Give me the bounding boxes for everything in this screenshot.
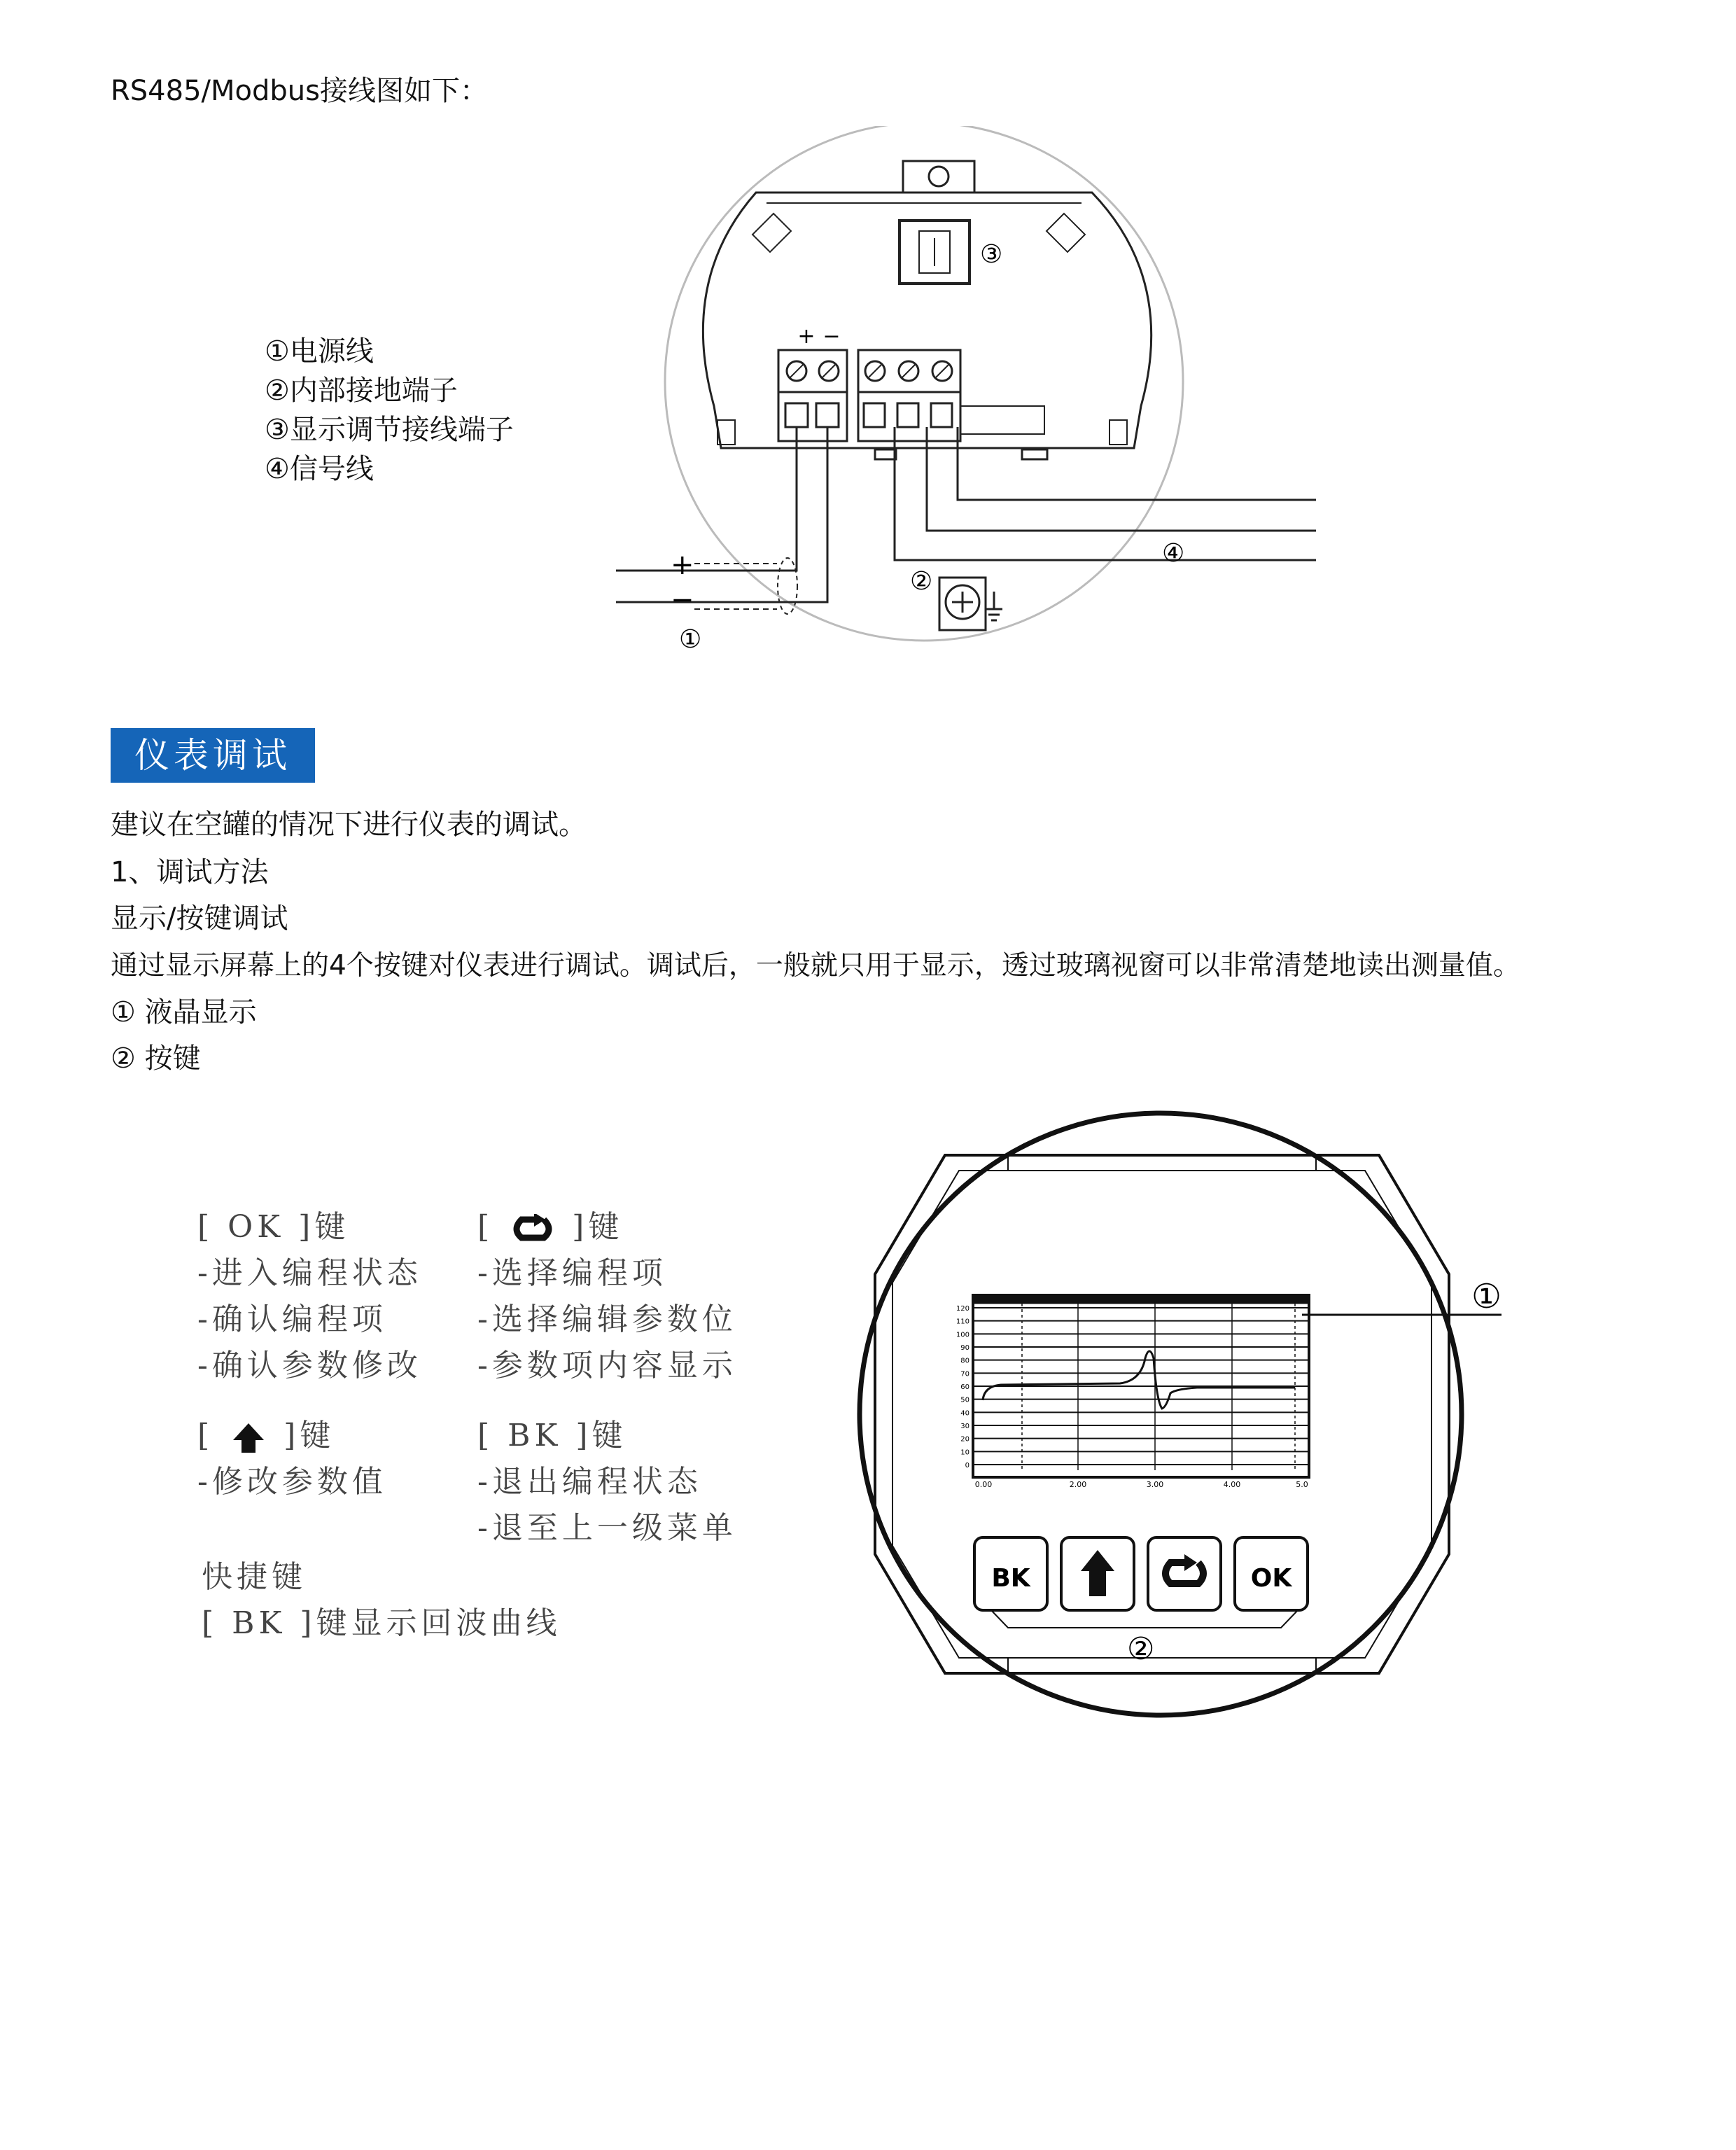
callout-1: ① [1471, 1277, 1502, 1316]
legend-item: ①电源线 [265, 335, 374, 368]
bracket-close: ]键 [284, 1418, 335, 1453]
callout-2: ② [910, 567, 933, 596]
key-line: -退出编程状态 [477, 1464, 702, 1500]
bk-key-description [477, 1413, 737, 1551]
callout-4: ④ [1162, 539, 1185, 568]
key-line: -修改参数值 [197, 1464, 387, 1500]
legend-item: ③显示调节接线端子 [265, 414, 514, 446]
callout-1: ① [679, 625, 702, 654]
ok-button[interactable]: OK [1250, 1564, 1292, 1593]
up-key-description [197, 1413, 387, 1505]
screen-y-tick: 20 [960, 1435, 969, 1444]
ok-key-title: [ OK ]键 [197, 1209, 350, 1245]
legend-item: ④信号线 [265, 453, 374, 485]
screen-x-tick: 5.0 [1296, 1480, 1308, 1489]
key-line: -选择编程项 [477, 1255, 667, 1291]
screen-x-tick: 3.00 [1146, 1480, 1164, 1489]
screen-y-tick: 0 [965, 1462, 969, 1470]
device-panel-diagram [833, 1106, 1519, 1722]
bracket-open: [ [477, 1209, 494, 1245]
screen-y-tick: 100 [955, 1331, 969, 1339]
terminal-minus-label: − [822, 324, 841, 349]
section-title: 仪表调试 [111, 728, 315, 783]
paragraph: ① 液晶显示 [111, 996, 257, 1028]
paragraph: 建议在空罐的情况下进行仪表的调试。 [111, 809, 587, 841]
wiring-legend [265, 332, 514, 489]
up-arrow-icon [227, 1422, 270, 1454]
loop-key-description [477, 1204, 737, 1389]
screen-x-tick: 0.00 [974, 1480, 993, 1489]
page-heading: RS485/Modbus接线图如下： [111, 75, 488, 107]
wire-minus-label: − [671, 584, 694, 616]
loop-key-title [477, 1204, 737, 1250]
bracket-open: [ [197, 1418, 214, 1453]
paragraph: ② 按键 [111, 1042, 201, 1075]
callout-2: ② [1127, 1631, 1155, 1667]
key-line: -退至上一级菜单 [477, 1510, 737, 1546]
key-line: -参数项内容显示 [477, 1348, 737, 1383]
screen-y-tick: 60 [960, 1383, 969, 1391]
key-line: -选择编辑参数位 [477, 1301, 737, 1337]
paragraph: 显示/按键调试 [111, 902, 288, 935]
screen-y-tick: 10 [960, 1449, 969, 1457]
terminal-plus-label: + [797, 324, 816, 349]
shortcut-description [202, 1554, 561, 1647]
screen-y-tick: 50 [960, 1396, 969, 1404]
key-line: -进入编程状态 [197, 1255, 422, 1291]
screen-y-tick: 90 [960, 1344, 969, 1352]
callout-3: ③ [980, 240, 1003, 269]
up-key-title [197, 1413, 387, 1459]
paragraph: 1、调试方法 [111, 856, 269, 888]
screen-y-tick: 70 [960, 1370, 969, 1378]
shortcut-text: [ BK ]键显示回波曲线 [202, 1605, 561, 1641]
paragraph: 通过显示屏幕上的4个按键对仪表进行调试。调试后，一般就只用于显示，透过玻璃视窗可以非常清楚地读出测量值。 [111, 950, 1520, 982]
key-line: -确认编程项 [197, 1301, 387, 1337]
loop-arrow-icon [507, 1214, 558, 1245]
shortcut-title: 快捷键 [202, 1559, 307, 1595]
bk-button[interactable]: BK [991, 1564, 1030, 1593]
screen-y-tick: 80 [960, 1357, 969, 1365]
screen-y-tick: 40 [960, 1409, 969, 1418]
bracket-close: ]键 [572, 1209, 624, 1245]
screen-x-tick: 2.00 [1069, 1480, 1087, 1489]
wiring-diagram [616, 126, 1323, 658]
legend-item: ②内部接地端子 [265, 375, 458, 407]
screen-y-tick: 120 [955, 1305, 969, 1313]
screen-x-tick: 4.00 [1223, 1480, 1241, 1489]
wire-plus-label: + [671, 549, 694, 581]
screen-y-tick: 110 [955, 1318, 969, 1326]
key-line: -确认参数修改 [197, 1348, 422, 1383]
bk-key-title: [ BK ]键 [477, 1418, 627, 1453]
ok-key-description [197, 1204, 422, 1389]
screen-y-tick: 30 [960, 1423, 969, 1430]
